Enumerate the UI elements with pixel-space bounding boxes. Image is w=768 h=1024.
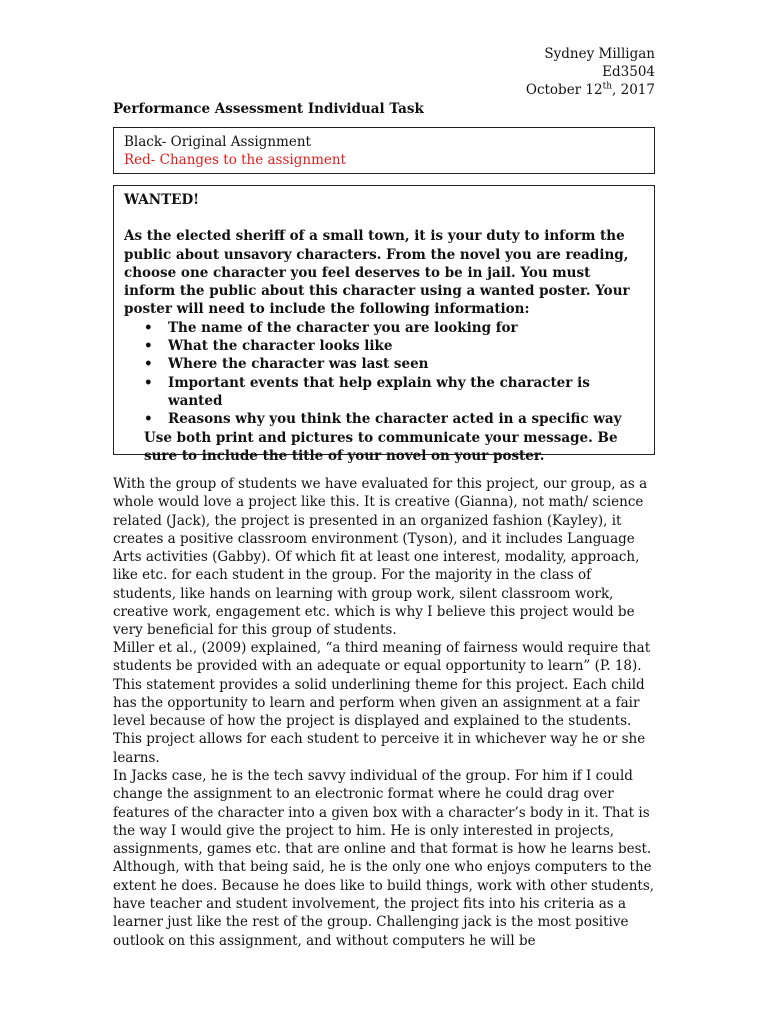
document-date: October 12th, 2017	[525, 81, 655, 98]
assignment-requirements-list	[124, 319, 644, 429]
assignment-intro: As the elected sheriff of a small town, it is your duty to inform the public about unsavory characters. From the novel you are reading, choose one character you feel deserves to be in jail. You must inform the public about this character using a wanted poster. Your poster will need to include the following information:	[124, 228, 630, 318]
legend-changes: Red- Changes to the assignment	[124, 152, 346, 168]
color-legend-box	[113, 127, 655, 174]
list-item: • Where the character was last seen	[144, 355, 644, 373]
legend-original: Black- Original Assignment	[124, 134, 311, 150]
author-name: Sydney Milligan	[544, 46, 655, 62]
course-code: Ed3504	[602, 64, 655, 80]
list-item: • What the character looks like	[144, 337, 644, 355]
list-item: • Reasons why you think the character acted in a specific way	[144, 410, 644, 428]
body-paragraph-1: With the group of students we have evaluated for this project, our group, as a whole would love a project like this. It is creative (Gianna), not math/ science related (Jack), the project is presented in an organized fashion (Kayley), it creates a positive classroom environment (Tyson), and it includes Language Arts activities (Gabby). Of which fit at least one interest, modality, approach, like etc. for each student in the group. For the majority in the class of students, like hands on learning with group work, silent classroom work, creative work, engagement etc. which is why I believe this project would be very beneficial for this group of students.	[113, 476, 648, 639]
assignment-heading: WANTED!	[124, 192, 200, 208]
body-paragraph-2: Miller et al., (2009) explained, “a third meaning of fairness would require that students be provided with an adequate or equal opportunity to learn” (P. 18). This statement provides a solid underlining theme for this project. Each child has the opportunity to learn and perform when given an assignment at a fair level because of how the project is displayed and explained to the students. This project allows for each student to perceive it in whichever way he or she learns.	[113, 640, 651, 766]
assignment-box	[113, 185, 655, 464]
page-title: Performance Assessment Individual Task	[113, 101, 424, 117]
list-item: • Important events that help explain why the character is wanted	[144, 374, 644, 411]
author-header	[526, 45, 655, 99]
list-item: • The name of the character you are looking for	[144, 319, 644, 337]
assignment-closing: Use both print and pictures to communicate your message. Be sure to include the title of your novel on your poster.	[144, 429, 618, 464]
body-paragraph-3: In Jacks case, he is the tech savvy individual of the group. For him if I could change the assignment to an electronic format where he could drag over features of the character into a given box with a character’s body in it. That is the way I would give the project to him. He is only interested in projects, assignments, games etc. that are online and that format is how he learns best. Although, with that being said, he is the only one who enjoys computers to the extent he does. Because he does like to build things, work with other students, have teacher and student involvement, the project fits into his criteria as a learner just like the rest of the group. Challenging jack is the most positive outlook on this assignment, and without computers he will be	[113, 768, 655, 949]
